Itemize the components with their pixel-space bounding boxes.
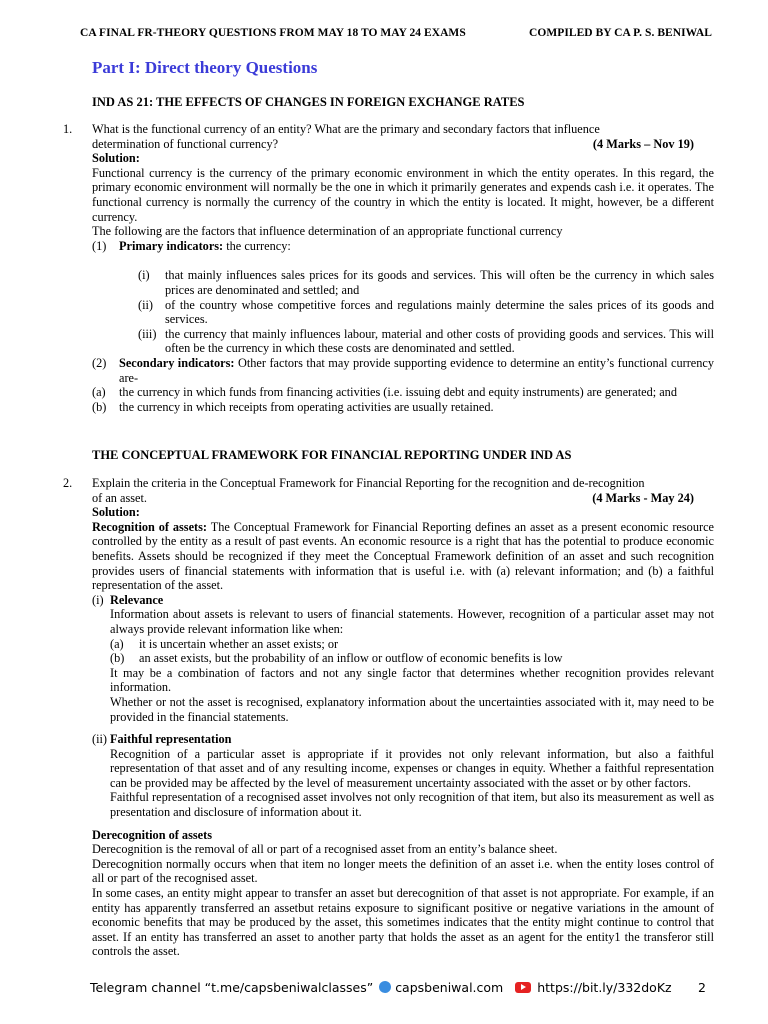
relevance-body [110,607,714,724]
list-item: (a) it is uncertain whether an asset exists; or [110,636,339,651]
section-heading-ind-as-21: IND AS 21: THE EFFECTS OF CHANGES IN FOREIGN EXCHANGE RATES [92,95,525,109]
list-item: (ii) of the country whose competitive forces and regulations mainly determine the sales prices of its goods and services. [138,297,714,327]
paragraph: Faithful representation of a recognised asset involves not only recognition of that item, but also its measurement as well as presentation and disclosure of information about it. [110,790,714,820]
secondary-indicators: (2) Secondary indicators: Other factors that may provide supporting evidence to determine an entity’s functional currency are- [92,355,715,385]
paragraph: Functional currency is the currency of the primary economic environment in which the entity operates. In this regard, the primary economic environment will normally be the one in which it primarily generates and expends cash i.e. it operates. The functional currency is normally the currency of the country in which the entity is located. It might, however, be a different currency. [92,165,714,224]
section-heading-conceptual-framework: THE CONCEPTUAL FRAMEWORK FOR FINANCIAL REPORTING UNDER IND AS [92,448,572,462]
faithful-representation-body [110,747,714,820]
page-number: 2 [698,979,706,995]
secondary-indicators-title: Secondary indicators: [119,355,235,370]
paragraph: Derecognition is the removal of all or part of a recognised asset from an entity’s balance sheet. [92,842,558,857]
page-footer [90,978,712,996]
question-number: 2. [63,476,73,490]
telegram-channel-link[interactable]: Telegram channel “t.me/capsbeniwalclasses” [90,979,374,995]
marks-label: (4 Marks - May 24) [592,490,694,505]
running-header [80,27,712,39]
paragraph: Recognition of assets: The Conceptual Framework for Financial Reporting defines an asset as a present economic resource controlled by the entity as a result of past events. An economic resource is a right that has the potential to produce economic benefits. Assets should be recognized if they meet the Conceptual Framework definition of an asset and such recognition provides users of financial statements with information that is useful i.e. with (a) relevant information; and (b) a faithful representation of the asset. [92,519,714,593]
paragraph: It may be a combination of factors and not any single factor that determines whether recognition provides relevant information. [110,665,714,695]
question-text-line: of an asset. [92,490,147,505]
question-2 [92,476,714,959]
derecognition-title: Derecognition of assets [92,827,212,842]
paragraph: Recognition of a particular asset is appropriate if it provides not only relevant information, but also a faithful representation of that asset and of any resulting income, expenses or changes in equity. Whether a faithful representation can be provided may be affected by the level of measurement uncertainty associated with the asset or by other factors. [110,746,714,790]
marks-label: (4 Marks – Nov 19) [592,136,694,151]
primary-indicators: (1) Primary indicators: the currency: [92,238,291,253]
header-compiler: COMPILED BY CA P. S. BENIWAL [529,27,712,39]
paragraph: The following are the factors that influence determination of an appropriate functional currency [92,224,563,239]
relevance-heading: (i) Relevance [92,592,164,607]
secondary-indicator-list [92,385,714,414]
part-title: Part I: Direct theory Questions [92,58,318,77]
list-item: (iii) the currency that mainly influences labour, material and other costs of providing goods and services. This will often be the currency in which these costs are denominated and settled. [138,326,714,356]
question-text-line: determination of functional currency? [92,136,279,151]
question-number: 1. [63,122,73,136]
question-text-line: What is the functional currency of an entity? What are the primary and secondary factors that influence [92,122,600,136]
list-item: (a) the currency in which funds from financing activities (i.e. issuing debt and equity instruments) are generated; and [92,385,677,400]
list-item: (b) an asset exists, but the probability of an inflow or outflow of economic benefits is low [110,651,563,666]
list-item: (i) that mainly influences sales prices for its goods and services. This will often be the currency in which sales prices are denominated and settled; and [138,268,714,297]
paragraph: Derecognition normally occurs when that item no longer meets the definition of an asset i.e. when the entity loses control of all or part of the recognised asset. [92,856,714,886]
globe-icon [379,981,391,993]
paragraph: In some cases, an entity might appear to transfer an asset but derecognition of that asset is not appropriate. For example, if an entity has apparently transferred an assetbut retains exposure to significant positive or negative variations in the amount of economic benefits that may be produced by the asset, this sometimes indicates that the entity might continue to control that asset. If an entity has transferred an asset to another party that holds the asset as an agent for the entity1 the transferor still controls the asset. [92,886,714,959]
youtube-icon [515,982,531,993]
list-item: (b) the currency in which receipts from operating activities are usually retained. [92,399,494,414]
solution-label: Solution: [92,151,140,166]
youtube-link[interactable]: https://bit.ly/332doKz [537,979,672,995]
recognition-title: Recognition of assets: [92,519,208,534]
paragraph: Whether or not the asset is recognised, explanatory information about the uncertainties associated with it, may need to be provided in the financial statements. [110,694,714,724]
solution-label: Solution: [92,505,140,520]
question-text-line: Explain the criteria in the Conceptual Framework for Financial Reporting for the recognition and de-recognition [92,476,645,490]
primary-indicators-title: Primary indicators: [119,238,224,253]
paragraph: Information about assets is relevant to users of financial statements. However, recognition of a particular asset may not always provide relevant information like when: [110,607,714,636]
header-title: CA FINAL FR-THEORY QUESTIONS FROM MAY 18 TO MAY 24 EXAMS [80,27,466,39]
question-1 [92,122,714,414]
website-link[interactable]: capsbeniwal.com [395,979,504,995]
faithful-representation-heading: (ii) Faithful representation [92,732,232,747]
primary-indicator-list [138,268,714,356]
